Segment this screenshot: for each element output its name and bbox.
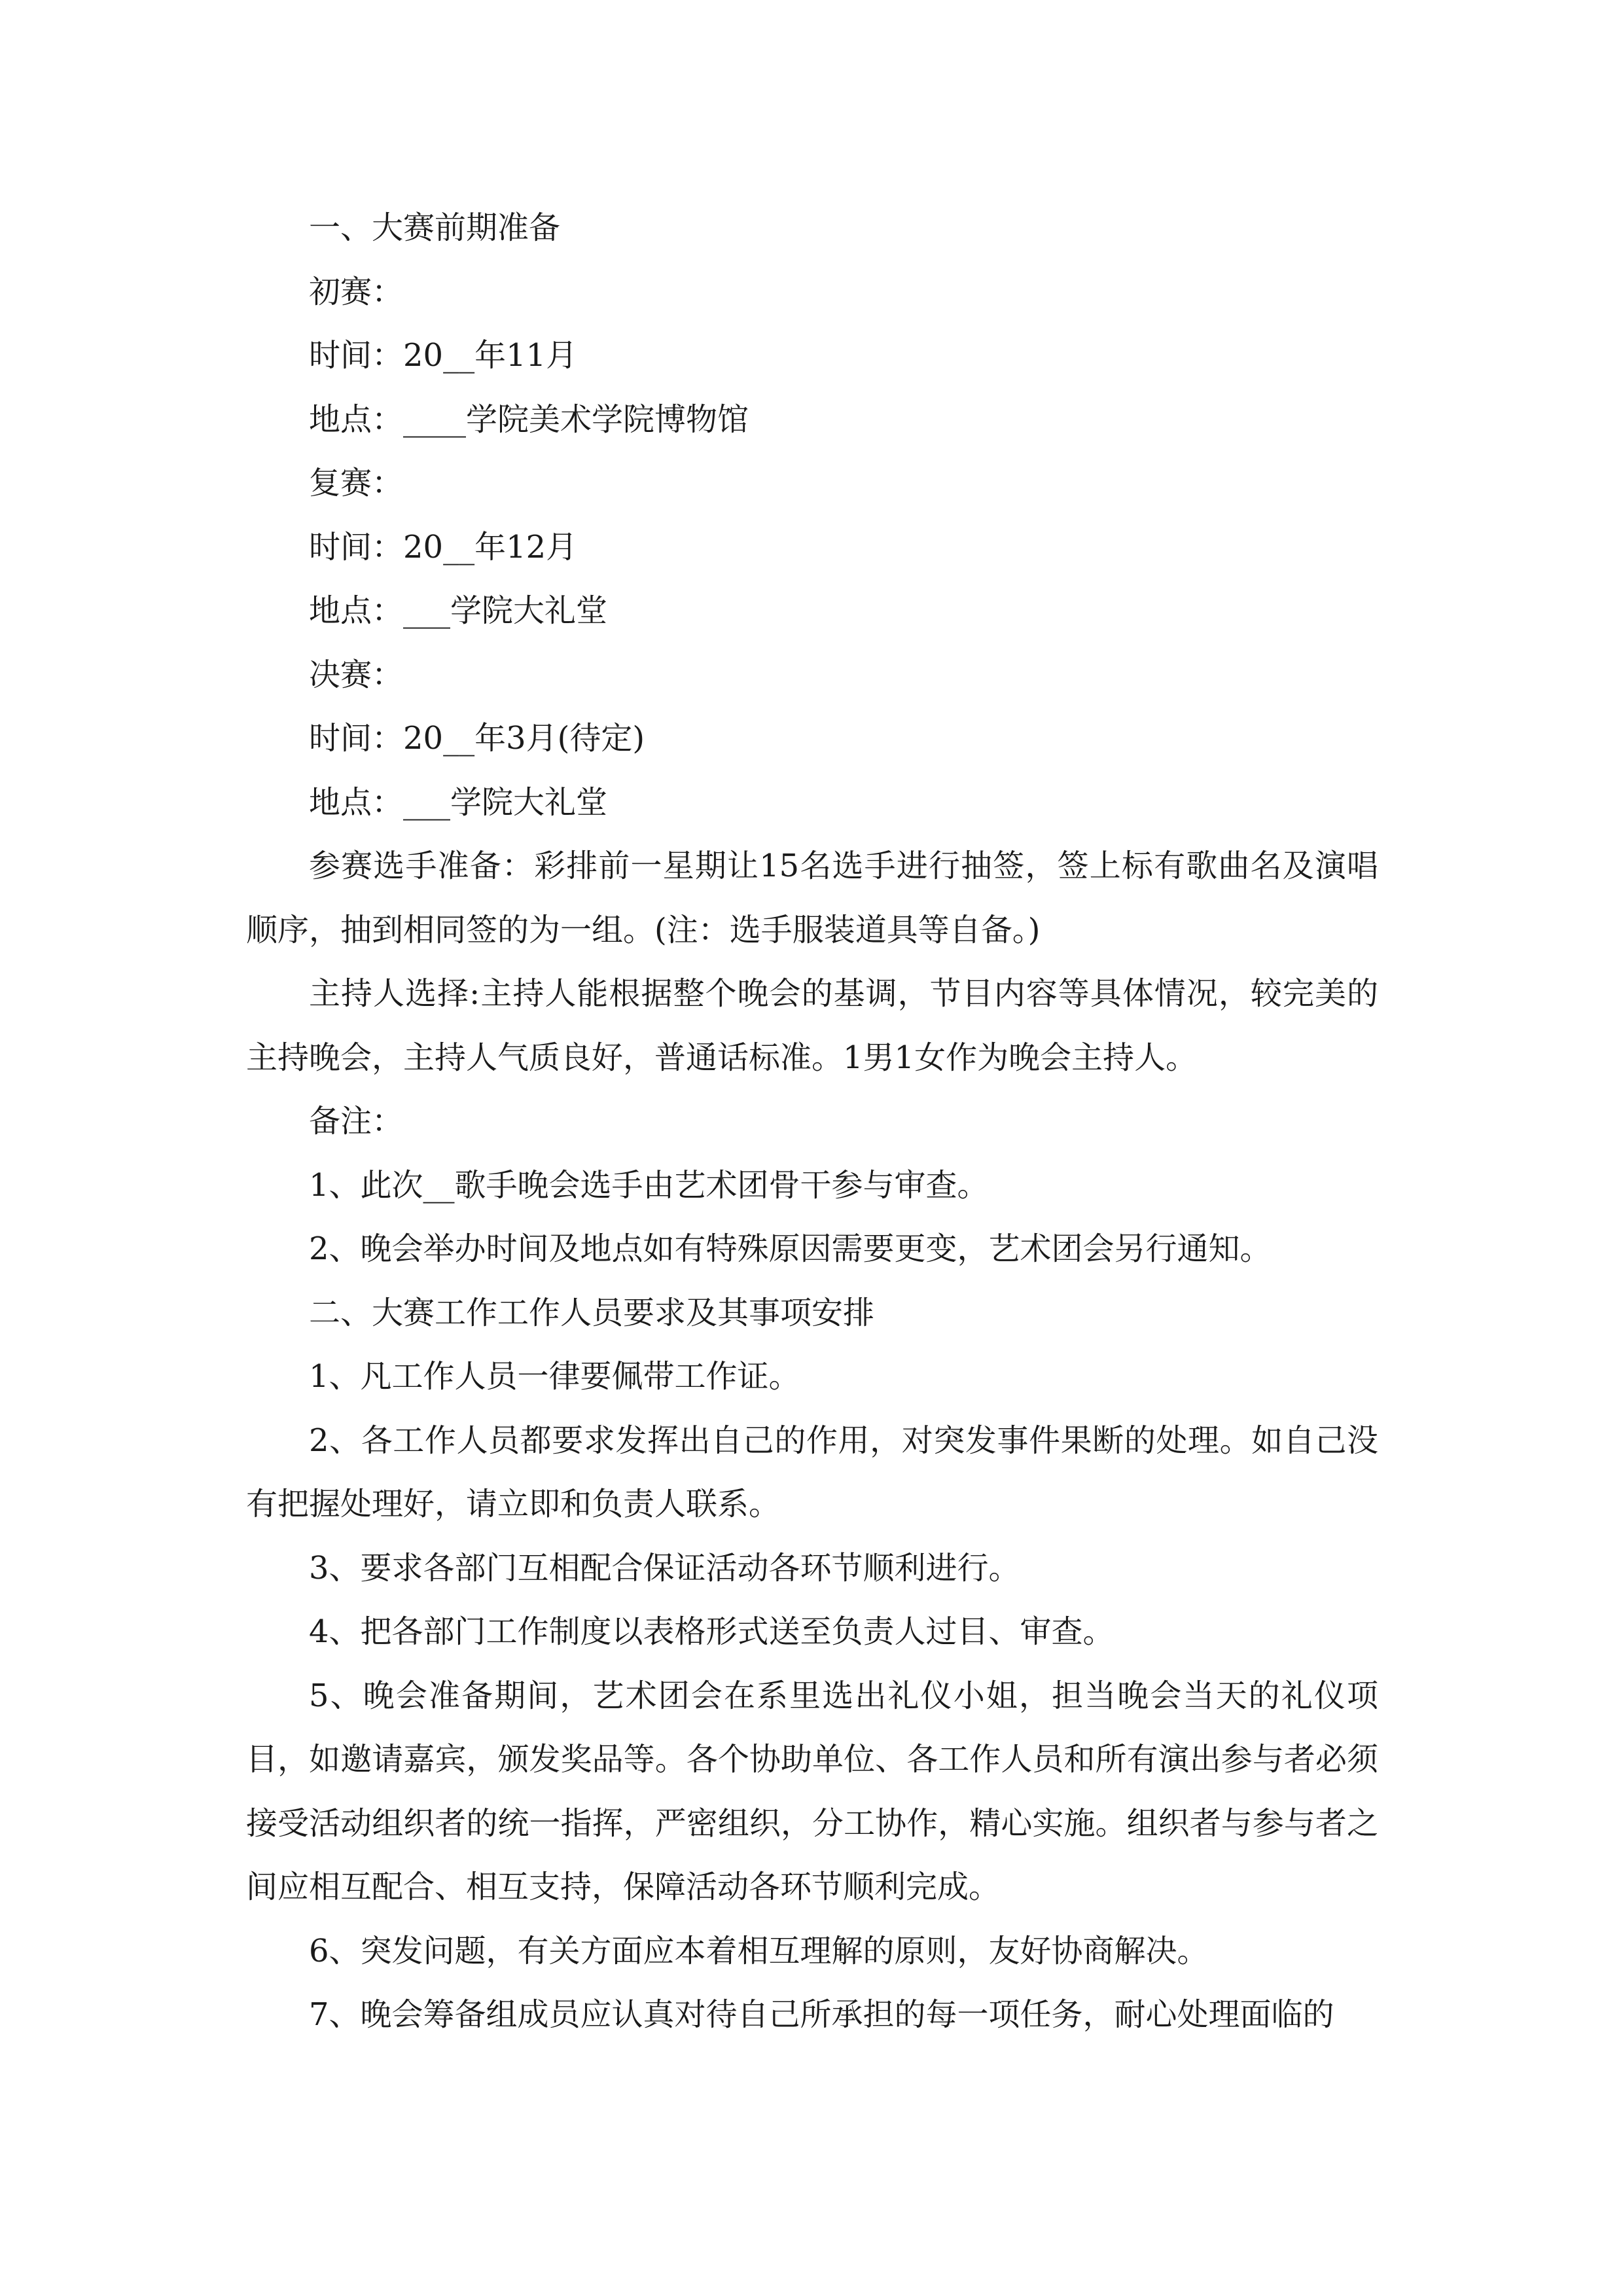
staff-item-7: 7、晚会筹备组成员应认真对待自己所承担的每一项任务，耐心处理面临的 — [309, 1996, 1334, 2033]
contestant-preparation-paragraph: 参赛选手准备：彩排前一星期让15名选手进行抽签，签上标有歌曲名及演唱顺序，抽到相同签的为一组。(注：选手服装道具等自备。) — [246, 848, 1378, 948]
staff-item-1: 1、凡工作人员一律要佩带工作证。 — [309, 1358, 800, 1395]
staff-item-4: 4、把各部门工作制度以表格形式送至负责人过目、审查。 — [309, 1613, 1115, 1650]
staff-item-3: 3、要求各部门互相配合保证活动各环节顺利进行。 — [309, 1549, 1020, 1587]
note-item-1: 1、此次__歌手晚会选手由艺术团骨干参与审查。 — [309, 1166, 989, 1204]
host-selection-paragraph: 主持人选择:主持人能根据整个晚会的基调，节目内容等具体情况，较完美的主持晚会，主持人气质良好，普通话标准。1男1女作为晚会主持人。 — [246, 975, 1378, 1076]
preliminary-location: 地点：____学院美术学院博物馆 — [309, 401, 749, 438]
semifinal-location: 地点：___学院大礼堂 — [309, 592, 608, 629]
section-heading-preparation: 一、大赛前期准备 — [309, 209, 561, 246]
section-heading-staff: 二、大赛工作工作人员要求及其事项安排 — [309, 1294, 875, 1331]
staff-item-5: 5、晚会准备期间，艺术团会在系里选出礼仪小姐，担当晚会当天的礼仪项目，如邀请嘉宾，颁发奖品等。各个协助单位、各工作人员和所有演出参与者必须接受活动组织者的统一指挥，严密组织，分工协作，精心实施。组织者与参与者之间应相互配合、相互支持，保障活动各环节顺利完成。 — [246, 1677, 1378, 1905]
staff-item-2: 2、各工作人员都要求发挥出自己的作用，对突发事件果断的处理。如自己没有把握处理好，请立即和负责人联系。 — [246, 1422, 1378, 1522]
semifinal-time: 时间：20__年12月 — [309, 528, 578, 565]
preliminary-label: 初赛： — [309, 273, 404, 310]
notes-label: 备注： — [309, 1103, 404, 1139]
preliminary-time: 时间：20__年11月 — [309, 337, 578, 374]
document-body — [246, 196, 1378, 2047]
semifinal-label: 复赛： — [309, 465, 404, 501]
final-time: 时间：20__年3月(待定) — [309, 720, 645, 757]
note-item-2: 2、晚会举办时间及地点如有特殊原因需要更变，艺术团会另行通知。 — [309, 1230, 1272, 1267]
staff-item-6: 6、突发问题，有关方面应本着相互理解的原则，友好协商解决。 — [309, 1932, 1209, 1969]
final-location: 地点：___学院大礼堂 — [309, 783, 608, 821]
final-label: 决赛： — [309, 656, 404, 693]
